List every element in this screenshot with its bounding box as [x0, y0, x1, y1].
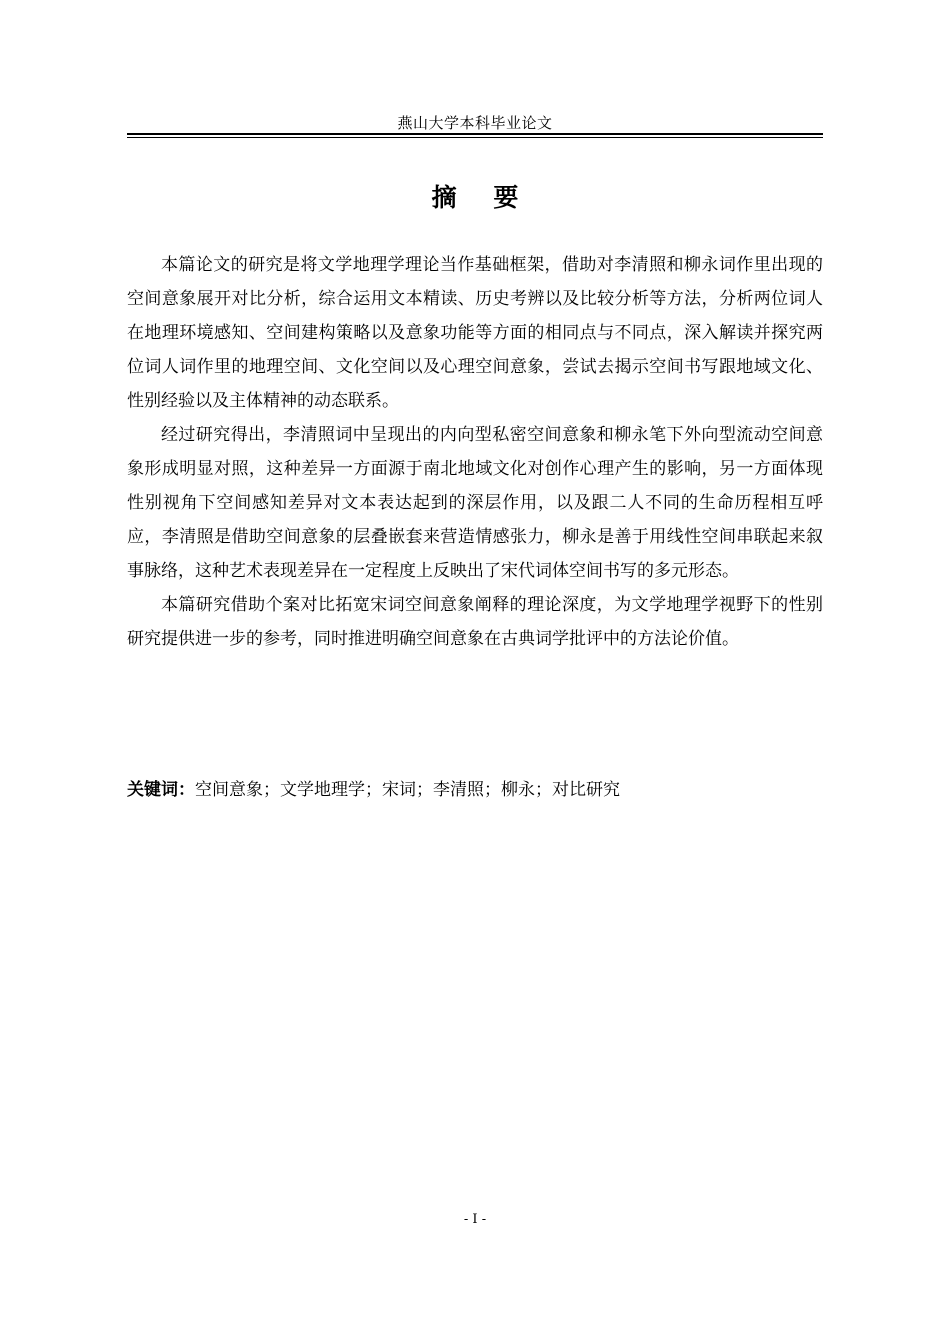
abstract-paragraph-3: 本篇研究借助个案对比拓宽宋词空间意象阐释的理论深度，为文学地理学视野下的性别研究提供进一步的参考，同时推进明确空间意象在古典词学批评中的方法论价值。: [127, 595, 823, 649]
header-rule-thick: [127, 133, 823, 135]
keywords-line: [127, 773, 823, 807]
running-header: 燕山大学本科毕业论文: [397, 114, 553, 132]
abstract-paragraph-1: 本篇论文的研究是将文学地理学理论当作基础框架，借助对李清照和柳永词作里出现的空间意象展开对比分析，综合运用文本精读、历史考辨以及比较分析等方法，分析两位词人在地理环境感知、空间建构策略以及意象功能等方面的相同点与不同点，深入解读并探究两位词人词作里的地理空间、文化空间以及心理空间意象，尝试去揭示空间书写跟地域文化、性别经验以及主体精神的动态联系。: [127, 255, 823, 411]
page-number: - I -: [463, 1212, 487, 1227]
abstract-paragraph-2: 经过研究得出，李清照词中呈现出的内向型私密空间意象和柳永笔下外向型流动空间意象形成明显对照，这种差异一方面源于南北地域文化对创作心理产生的影响，另一方面体现性别视角下空间感知差异对文本表达起到的深层作用，以及跟二人不同的生命历程相互呼应，李清照是借助空间意象的层叠嵌套来营造情感张力，柳永是善于用线性空间串联起来叙事脉络，这种艺术表现差异在一定程度上反映出了宋代词体空间书写的多元形态。: [127, 425, 823, 581]
abstract-body: [127, 248, 823, 656]
abstract-title: 摘 要: [431, 183, 533, 212]
keywords-value: 空间意象；文学地理学；宋词；李清照；柳永；对比研究: [195, 780, 620, 800]
keywords-label: 关键词：: [127, 780, 195, 800]
header-rule-thin: [127, 137, 823, 138]
